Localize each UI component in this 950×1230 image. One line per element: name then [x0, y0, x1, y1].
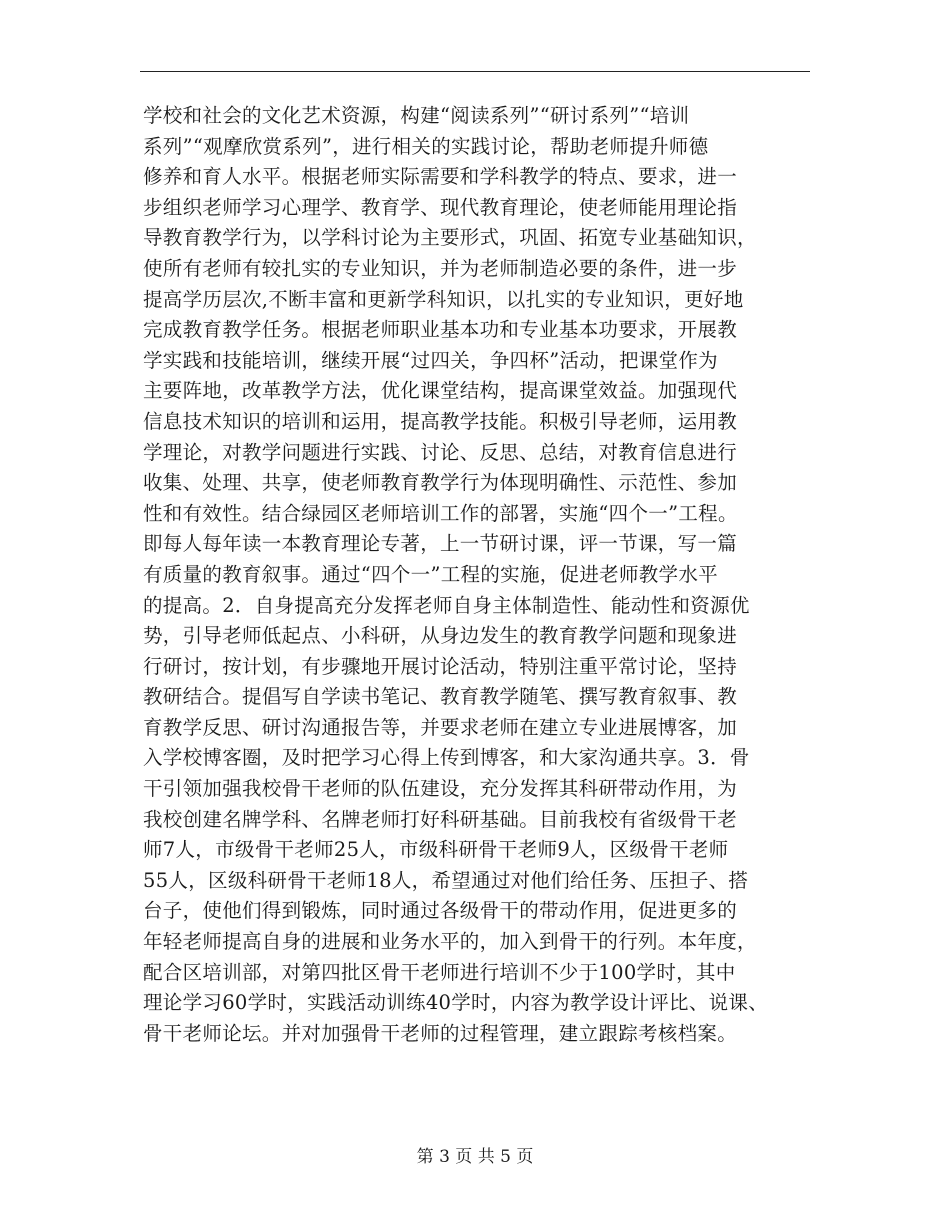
body-text-line: 收集、处理、共享，使老师教育教学行为体现明确性、示范性、参加 — [143, 471, 738, 495]
body-text-line: 入学校博客圈，及时把学习心得上传到博客，和大家沟通共享。3．骨 — [143, 746, 750, 770]
body-text-line: 导教育教学行为，以学科讨论为主要形式，巩固、拓宽专业基础知识， — [143, 226, 757, 250]
body-text-line: 配合区培训部，对第四批区骨干老师进行培训不少于100学时，其中 — [143, 960, 736, 984]
document-body — [143, 101, 833, 1049]
body-text-line: 干引领加强我校骨干老师的队伍建设，充分发挥其科研带动作用，为 — [143, 777, 738, 801]
body-text-line: 学实践和技能培训，继续开展“过四关，争四杯”活动，把课堂作为 — [143, 348, 718, 372]
body-text-line: 骨干老师论坛。并对加强骨干老师的过程管理，建立跟踪考核档案。 — [143, 1021, 738, 1045]
body-text-line: 学校和社会的文化艺术资源，构建“阅读系列”“研讨系列”“培训 — [143, 104, 690, 127]
body-text-line: 学理论，对教学问题进行实践、讨论、反思、总结，对教育信息进行 — [143, 440, 738, 464]
body-text-line: 修养和育人水平。根据老师实际需要和学科教学的特点、要求，进一 — [143, 165, 738, 189]
body-text-line: 年轻老师提高自身的进展和业务水平的，加入到骨干的行列。本年度， — [143, 930, 757, 954]
body-text-line: 育教学反思、研讨沟通报告等，并要求老师在建立专业进展博客，加 — [143, 715, 738, 739]
body-text-line: 提高学历层次,不断丰富和更新学科知识，以扎实的专业知识，更好地 — [143, 287, 744, 311]
body-text-line: 即每人每年读一本教育理论专著，上一节研讨课，评一节课，写一篇 — [143, 532, 738, 556]
page-footer: 第 3 页 共 5 页 — [416, 1147, 534, 1167]
body-text-line: 系列”“观摩欣赏系列”，进行相关的实践讨论，帮助老师提升师德 — [143, 134, 709, 158]
body-text-line: 信息技术知识的培训和运用，提高教学技能。积极引导老师，运用教 — [143, 409, 738, 433]
body-text-line: 性和有效性。结合绿园区老师培训工作的部署，实施“四个一”工程。 — [143, 501, 738, 525]
body-text-line: 教研结合。提倡写自学读书笔记、教育教学随笔、撰写教育叙事、教 — [143, 685, 738, 709]
body-text-line: 主要阵地，改革教学方法，优化课堂结构，提高课堂效益。加强现代 — [143, 379, 738, 403]
body-text-line: 使所有老师有较扎实的专业知识，并为老师制造必要的条件，进一步 — [143, 256, 738, 280]
body-text-line: 完成教育教学任务。根据老师职业基本功和专业基本功要求，开展教 — [143, 318, 738, 342]
body-text-line: 师7人，市级骨干老师25人，市级科研骨干老师9人，区级骨干老师 — [143, 838, 729, 862]
body-text-line: 理论学习60学时，实践活动训练40学时，内容为教学设计评比、说课、 — [143, 991, 769, 1015]
body-text-line: 55人，区级科研骨干老师18人，希望通过对他们给任务、压担子、搭 — [143, 868, 749, 892]
header-rule — [140, 71, 810, 72]
body-text-line: 的提高。2．自身提高充分发挥老师自身主体制造性、能动性和资源优 — [143, 593, 750, 617]
body-text-line: 行研讨，按计划，有步骤地开展讨论活动，特别注重平常讨论，坚持 — [143, 654, 738, 678]
body-text-line: 台子，使他们得到锻炼，同时通过各级骨干的带动作用，促进更多的 — [143, 899, 738, 923]
body-text-line: 势，引导老师低起点、小科研，从身边发生的教育教学问题和现象进 — [143, 624, 738, 648]
body-text-line: 步组织老师学习心理学、教育学、现代教育理论，使老师能用理论指 — [143, 195, 738, 219]
body-text-line: 有质量的教育叙事。通过“四个一”工程的实施，促进老师教学水平 — [143, 562, 718, 586]
body-text-line: 我校创建名牌学科、名牌老师打好科研基础。目前我校有省级骨干老 — [143, 807, 738, 831]
